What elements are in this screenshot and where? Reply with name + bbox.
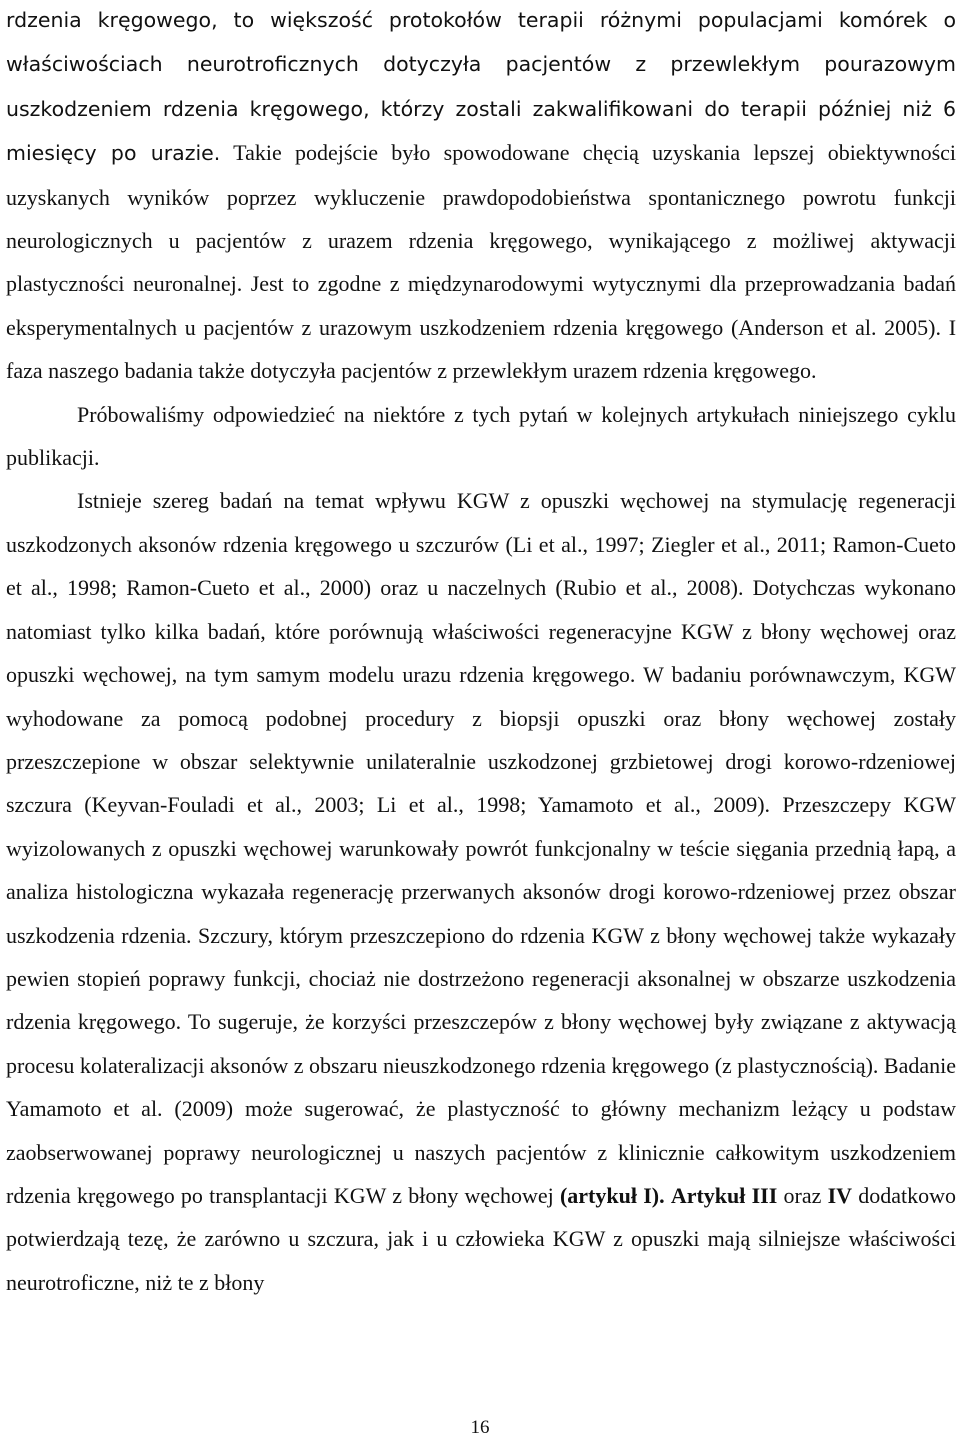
body-paragraph xyxy=(6,0,956,393)
paragraph-text: Próbowaliśmy odpowiedzieć na niektóre z tych pytań w kolejnych artykułach niniejszego cyklu publikacji. xyxy=(6,401,956,471)
body-paragraph xyxy=(6,393,956,480)
paragraph-text: W badaniu porównawczym, KGW wyhodowane za pomocą podobnej procedury z biopsji opuszki oraz błony węchowej zostały przeszczepione w obszar selektywnie unilateralnie uszkodzonej grzbietowej drogi korowo-rdzeniowej szczura (Keyvan-Fouladi et al., 2003; Li et al., 1998; Yamamoto et al., 2009). xyxy=(6,662,957,818)
paragraph-text: Szczury, którym przeszczepiono do rdzenia KGW z błony węchowej także wykazały pewien stopień poprawy funkcji, chociaż nie dostrzeżono regeneracji aksonalnej w obszarze uszkodzenia rdzenia kręgowego. xyxy=(6,922,957,1035)
paragraph-text: Istnieje szereg badań na temat wpływu KGW z opuszki węchowej na stymulację regeneracji uszkodzonych aksonów rdzenia kręgowego u szczurów (Li et al., 1997; Ziegler et al., 2011; Ramon-Cueto et al., 1998; Ramon-Cueto et al., 2000) oraz u naczelnych (Rubio et al., 2008). xyxy=(6,488,956,601)
paragraph-text: Takie podejście było spowodowane chęcią uzyskania lepszej obiektywności uzyskanych wyników poprzez wykluczenie prawdopodobieństwa spontanicznego powrotu funkcji neurologicznych u pacjentów z urazem rdzenia kręgowego, wynikającego z możliwej aktywacji plastyczności neuronalnej. xyxy=(6,140,957,297)
paragraph-text: Jest to zgodne z międzynarodowymi wytycznymi dla przeprowadzania badań eksperymentalnych u pacjentów z urazowym uszkodzeniem rdzenia kręgowego (Anderson et al. 2005). xyxy=(6,271,957,340)
paragraph-text: rdzenia kręgowego, to większość protokołów terapii różnymi populacjami komórek o właściwościach neurotroficznych dotyczyła pacjentów z przewlekłym pourazowym uszkodzeniem rdzenia kręgowego, którzy zostali zakwalifikowani do terapii później niż 6 miesięcy po urazie. xyxy=(6,8,956,166)
body-paragraph xyxy=(6,479,956,1304)
bold-reference: Artykuł III xyxy=(670,1182,778,1208)
bold-reference: (artykuł I). xyxy=(559,1182,665,1208)
paragraph-text: oraz xyxy=(783,1182,822,1208)
document-page xyxy=(6,0,956,1304)
paragraph-text: dodatkowo potwierdzają tezę, że zarówno u szczura, jak i u człowieka KGW z opuszki mają silniejsze właściwości neurotroficzne, niż te z błony xyxy=(6,1182,957,1295)
page-number: 16 xyxy=(470,1417,490,1438)
paragraph-text: To sugeruje, że korzyści przeszczepów z błony węchowej były związane z aktywacją procesu kolateralizacji aksonów z obszaru nieuszkodzonego rdzenia kręgowego (z plastycznością). Badanie Yamamoto et al. (2009) może sugerować, że plastyczność to główny mechanizm leżący u podstaw zaobserwowanej poprawy neurologicznej u naszych pacjentów z klinicznie całkowitym uszkodzeniem rdzenia kręgowego po transplantacji KGW z błony węchowej xyxy=(6,1009,956,1208)
bold-reference: IV xyxy=(827,1182,853,1208)
paragraph-text: I faza naszego badania także dotyczyła pacjentów z przewlekłym urazem rdzenia kręgowego. xyxy=(6,314,957,384)
paragraph-text: Przeszczepy KGW wyizolowanych z opuszki węchowej warunkowały powrót funkcjonalny w teście sięgania przednią łapą, a analiza histologiczna wykazała regenerację przerwanych aksonów drogi korowo-rdzeniowej przez obszar uszkodzenia rdzenia. xyxy=(6,792,956,948)
paragraph-text: Dotychczas wykonano natomiast tylko kilka badań, które porównują właściwości regeneracyjne KGW z błony węchowej oraz opuszki węchowej, na tym samym modelu urazu rdzenia kręgowego. xyxy=(6,575,956,688)
